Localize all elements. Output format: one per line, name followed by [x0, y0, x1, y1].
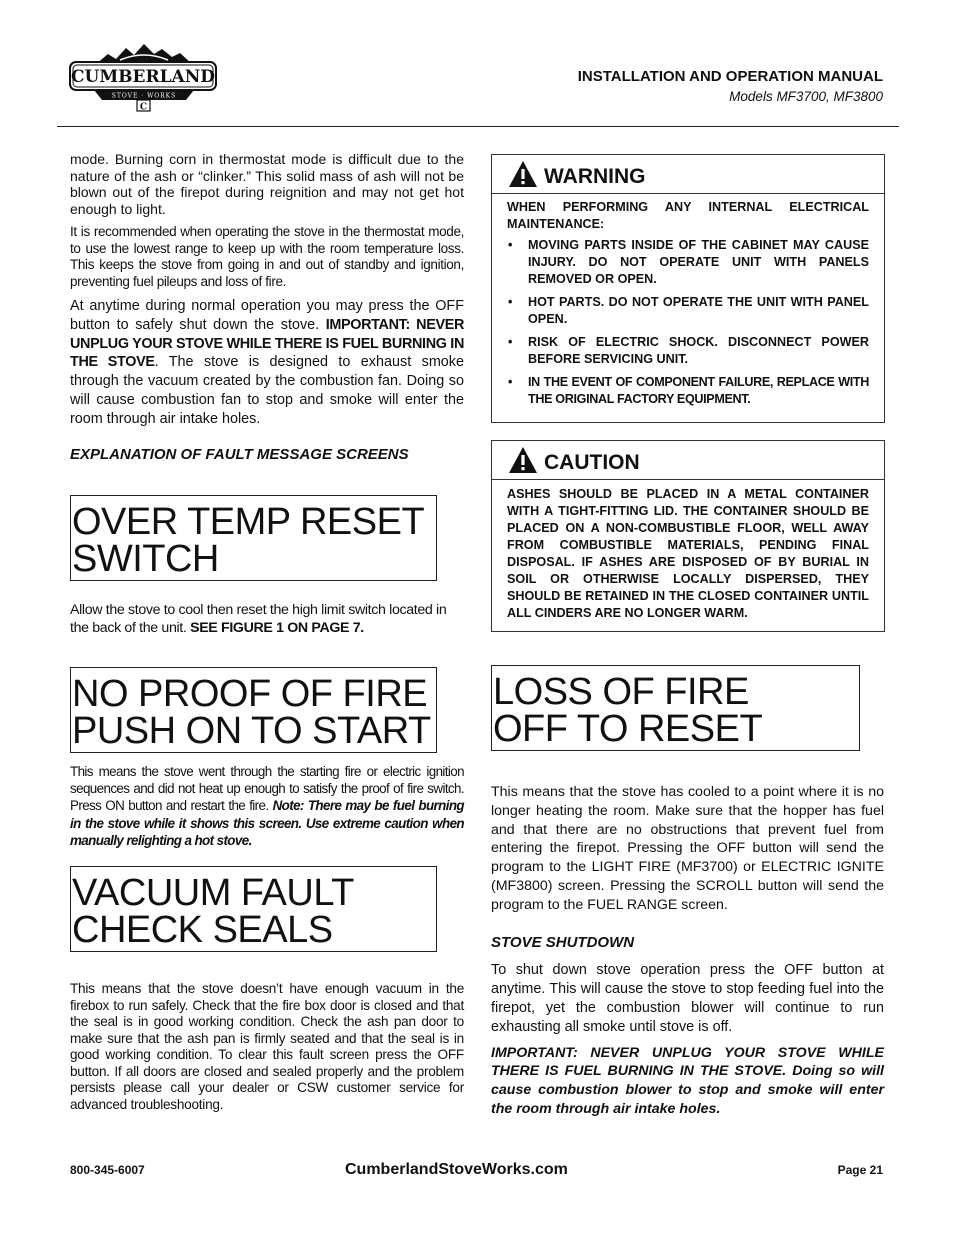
screen-line: SWITCH	[72, 538, 219, 581]
screen-line: NO PROOF OF FIRE	[72, 673, 428, 716]
vacuum-fault-description: This means that the stove doesn’t have enough vacuum in the firebox to run safely. Check that the fire box door is closed and that the seal is in good working condition. Check the ash pan door to make sure that the ash pan is firmly seated and that the seal is in good working condition. To clear this fault screen press the OFF button. If all doors are closed and sealed properly and the problem persists please call your dealer or CSW customer service for advanced troubleshooting.	[70, 981, 464, 1112]
figure-reference: SEE FIGURE 1 ON PAGE 7.	[190, 620, 364, 637]
no-proof-text: This means the stove went through the starting fire or electric ignition sequences and did not heat up enough to satisfy the proof of fire switch. Press ON button and restart the fire.	[70, 764, 464, 814]
caution-box	[491, 440, 885, 632]
caution-triangle-icon	[508, 445, 538, 475]
fault-screens-heading: EXPLANATION OF FAULT MESSAGE SCREENS	[70, 445, 409, 463]
caution-title: CAUTION	[544, 451, 640, 474]
no-proof-note: Note: There may be fuel burning in the stove while it shows this screen. Use extreme caution when manually relighting a hot stove.	[70, 798, 465, 848]
screen-line: PUSH ON TO START	[72, 710, 431, 753]
cumberland-logo	[68, 40, 220, 112]
header-divider	[57, 126, 899, 127]
shutdown-warning-paragraph	[70, 297, 464, 429]
shutdown-warning-important: IMPORTANT: NEVER UNPLUG YOUR STOVE WHILE THERE IS FUEL BURNING IN THE STOVE	[70, 316, 464, 371]
warning-title: WARNING	[544, 165, 646, 188]
loss-of-fire-screen	[491, 665, 860, 751]
footer-phone: 800-345-6007	[70, 1163, 145, 1177]
warning-triangle-icon	[508, 159, 538, 189]
models-subtitle: Models MF3700, MF3800	[729, 89, 883, 104]
thermostat-tip-paragraph: It is recommended when operating the stove in the thermostat mode, to use the lowest range to keep up with the room temperature loss. This keeps the stove from going in and out of standby and ignition, preventing fuel pileups and loss of fire.	[70, 224, 464, 289]
vacuum-fault-screen	[70, 866, 437, 952]
logo-subtext: STOVE · WORKS	[111, 92, 177, 100]
manual-title: INSTALLATION AND OPERATION MANUAL	[577, 68, 883, 85]
shutdown-warning-text: At anytime during normal operation you may press the OFF button to safely shut down the stove.	[70, 298, 464, 333]
warning-item: • MOVING PARTS INSIDE OF THE CABINET MAY CAUSE INJURY. DO NOT OPERATE UNIT WITH PANELS REMOVED OR OPEN.	[507, 237, 869, 288]
right-column	[491, 783, 884, 1126]
caution-text: ASHES SHOULD BE PLACED IN A METAL CONTAINER WITH A TIGHT-FITTING LID. THE CONTAINER SHOULD BE PLACED ON A NON-COMBUSTIBLE FLOOR, WELL AWAY FROM COMBUSTIBLE MATERIALS, PENDING FINAL DISPOSAL. IF ASHES ARE DISPOSED OF BY BURIAL IN SOIL OR OTHERWISE LOCALLY DISPERSED, THEY SHOULD BE RETAINED IN THE CLOSED CONTAINER UNTIL ALL CINDERS ARE NO LONGER WARM.	[507, 487, 869, 620]
no-proof-description	[70, 763, 464, 849]
screen-line: OFF TO RESET	[493, 708, 763, 750]
warning-body	[492, 194, 884, 422]
warning-item: • HOT PARTS. DO NOT OPERATE THE UNIT WITH PANEL OPEN.	[507, 294, 869, 328]
footer-page-number: Page 21	[837, 1163, 883, 1177]
loss-of-fire-description: This means that the stove has cooled to a point where it is no longer heating the room. Make sure that the hopper has fuel and that there are no obstructions that prevent fuel from entering the firepot. Pressing the OFF button will send the program to the LIGHT FIRE (MF3700) or ELECTRIC IGNITE (MF3800) screen. Pressing the SCROLL button will send the program to the FUEL RANGE screen.	[491, 784, 884, 913]
over-temp-text: Allow the stove to cool then reset the high limit switch located in the back of the unit.	[70, 602, 447, 637]
warning-item: • RISK OF ELECTRIC SHOCK. DISCONNECT POWER BEFORE SERVICING UNIT.	[507, 334, 869, 368]
stove-shutdown-important: IMPORTANT: NEVER UNPLUG YOUR STOVE WHILE THERE IS FUEL BURNING IN THE STOVE. Doing so will cause combustion blower to stop and smoke will enter the room through air intake holes.	[491, 1044, 884, 1117]
footer-website: CumberlandStoveWorks.com	[345, 1161, 568, 1178]
screen-line: OVER TEMP RESET	[72, 501, 425, 544]
caution-header	[492, 441, 884, 480]
caution-body	[492, 480, 884, 631]
screen-line: VACUUM FAULT	[72, 872, 354, 915]
no-proof-of-fire-screen	[70, 667, 437, 753]
logo-graphic	[68, 40, 220, 112]
over-temp-description	[70, 601, 464, 637]
left-column	[70, 151, 464, 1120]
warning-intro: WHEN PERFORMING ANY INTERNAL ELECTRICAL MAINTENANCE:	[507, 200, 869, 231]
stove-shutdown-text: To shut down stove operation press the OFF button at anytime. This will cause the stove to stop feeding fuel into the firepot, yet the combustion blower will continue to run exhausting all smoke until stove is off.	[491, 962, 884, 1035]
over-temp-screen	[70, 495, 437, 581]
warning-list	[507, 237, 869, 408]
stove-shutdown-heading: STOVE SHUTDOWN	[491, 933, 635, 951]
warning-item: • IN THE EVENT OF COMPONENT FAILURE, REPLACE WITH THE ORIGINAL FACTORY EQUIPMENT.	[507, 374, 869, 408]
logo-mark: C	[139, 102, 148, 112]
shutdown-warning-text-end: . The stove is designed to exhaust smoke through the vacuum created by the combustion fan. Doing so will cause combustion fan to stop and smoke will enter the room through air intake holes.	[70, 354, 465, 427]
warning-header	[492, 155, 884, 194]
logo-text: CUMBERLAND	[70, 67, 216, 87]
screen-line: LOSS OF FIRE	[493, 671, 749, 713]
thermostat-paragraph: mode. Burning corn in thermostat mode is difficult due to the nature of the ash or “clinker.” This solid mass of ash will not be blown out of the firepot during reignition and may not get hot enough to light.	[70, 151, 464, 217]
warning-box	[491, 154, 885, 423]
screen-line: CHECK SEALS	[72, 909, 333, 952]
